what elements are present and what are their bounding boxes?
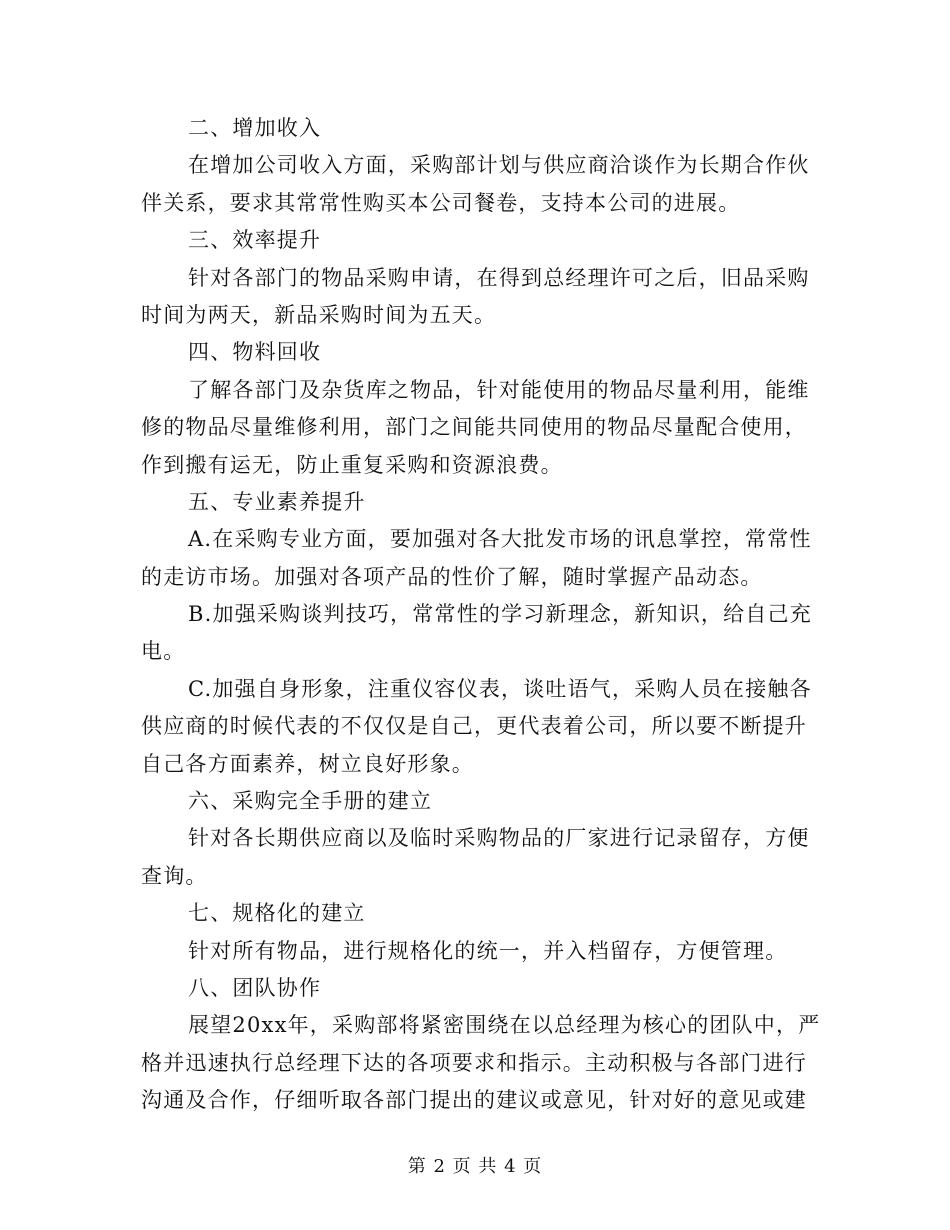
paragraph-line: 伴关系，要求其常常性购买本公司餐卷，支持本公司的进展。 [141, 190, 741, 215]
section-heading: 六、采购完全手册的建立 [188, 789, 433, 814]
paragraph-line: 格并迅速执行总经理下达的各项要求和指示。主动积极与各部门进行 [141, 1050, 807, 1075]
paragraph-line: 供应商的时候代表的不仅仅是自己，更代表着公司，所以要不断提升 [141, 714, 807, 739]
section-heading: 三、效率提升 [188, 228, 322, 253]
document-body [141, 110, 821, 1120]
paragraph-line: B.加强采购谈判技巧，常常性的学习新理念，新知识，给自己充 [188, 602, 812, 627]
section-heading: 二、增加收入 [188, 116, 322, 140]
paragraph-line: 针对各部门的物品采购申请，在得到总经理许可之后，旧品采购 [188, 265, 810, 290]
paragraph-line: 自己各方面素养，树立良好形象。 [141, 751, 474, 776]
paragraph-line: 电。 [141, 639, 186, 664]
paragraph-line: 时间为两天，新品采购时间为五天。 [141, 302, 497, 327]
section-heading: 七、规格化的建立 [188, 901, 366, 926]
section-heading: 四、物料回收 [188, 340, 322, 365]
paragraph-line: 针对所有物品，进行规格化的统一，并入档留存，方便管理。 [188, 938, 788, 963]
paragraph-line: 沟通及合作，仔细听取各部门提出的建议或意见，针对好的意见或建 [141, 1088, 807, 1113]
paragraph-line: 了解各部门及杂货库之物品，针对能使用的物品尽量利用，能维 [188, 377, 810, 402]
paragraph-line: A.在采购专业方面，要加强对各大批发市场的讯息掌控，常常性 [188, 527, 812, 552]
paragraph-line: 展望20xx年，采购部将紧密围绕在以总经理为核心的团队中，严 [188, 1013, 821, 1038]
paragraph-line: 修的物品尽量维修利用，部门之间能共同使用的物品尽量配合使用， [141, 415, 807, 440]
paragraph-line: 的走访市场。加强对各项产品的性价了解，随时掌握产品动态。 [141, 564, 763, 589]
paragraph-line: 查询。 [141, 863, 208, 888]
paragraph-line: 针对各长期供应商以及临时采购物品的厂家进行记录留存，方便 [188, 826, 810, 851]
paragraph-line: 作到搬有运无，防止重复采购和资源浪费。 [141, 452, 563, 477]
section-heading: 八、团队协作 [188, 975, 322, 1000]
section-heading: 五、专业素养提升 [188, 489, 366, 514]
paragraph-line: C.加强自身形象，注重仪容仪表，谈吐语气，采购人员在接触各 [188, 676, 812, 701]
page-number-footer: 第 2 页 共 4 页 [407, 1156, 543, 1177]
paragraph-line: 在增加公司收入方面，采购部计划与供应商洽谈作为长期合作伙 [188, 153, 810, 178]
